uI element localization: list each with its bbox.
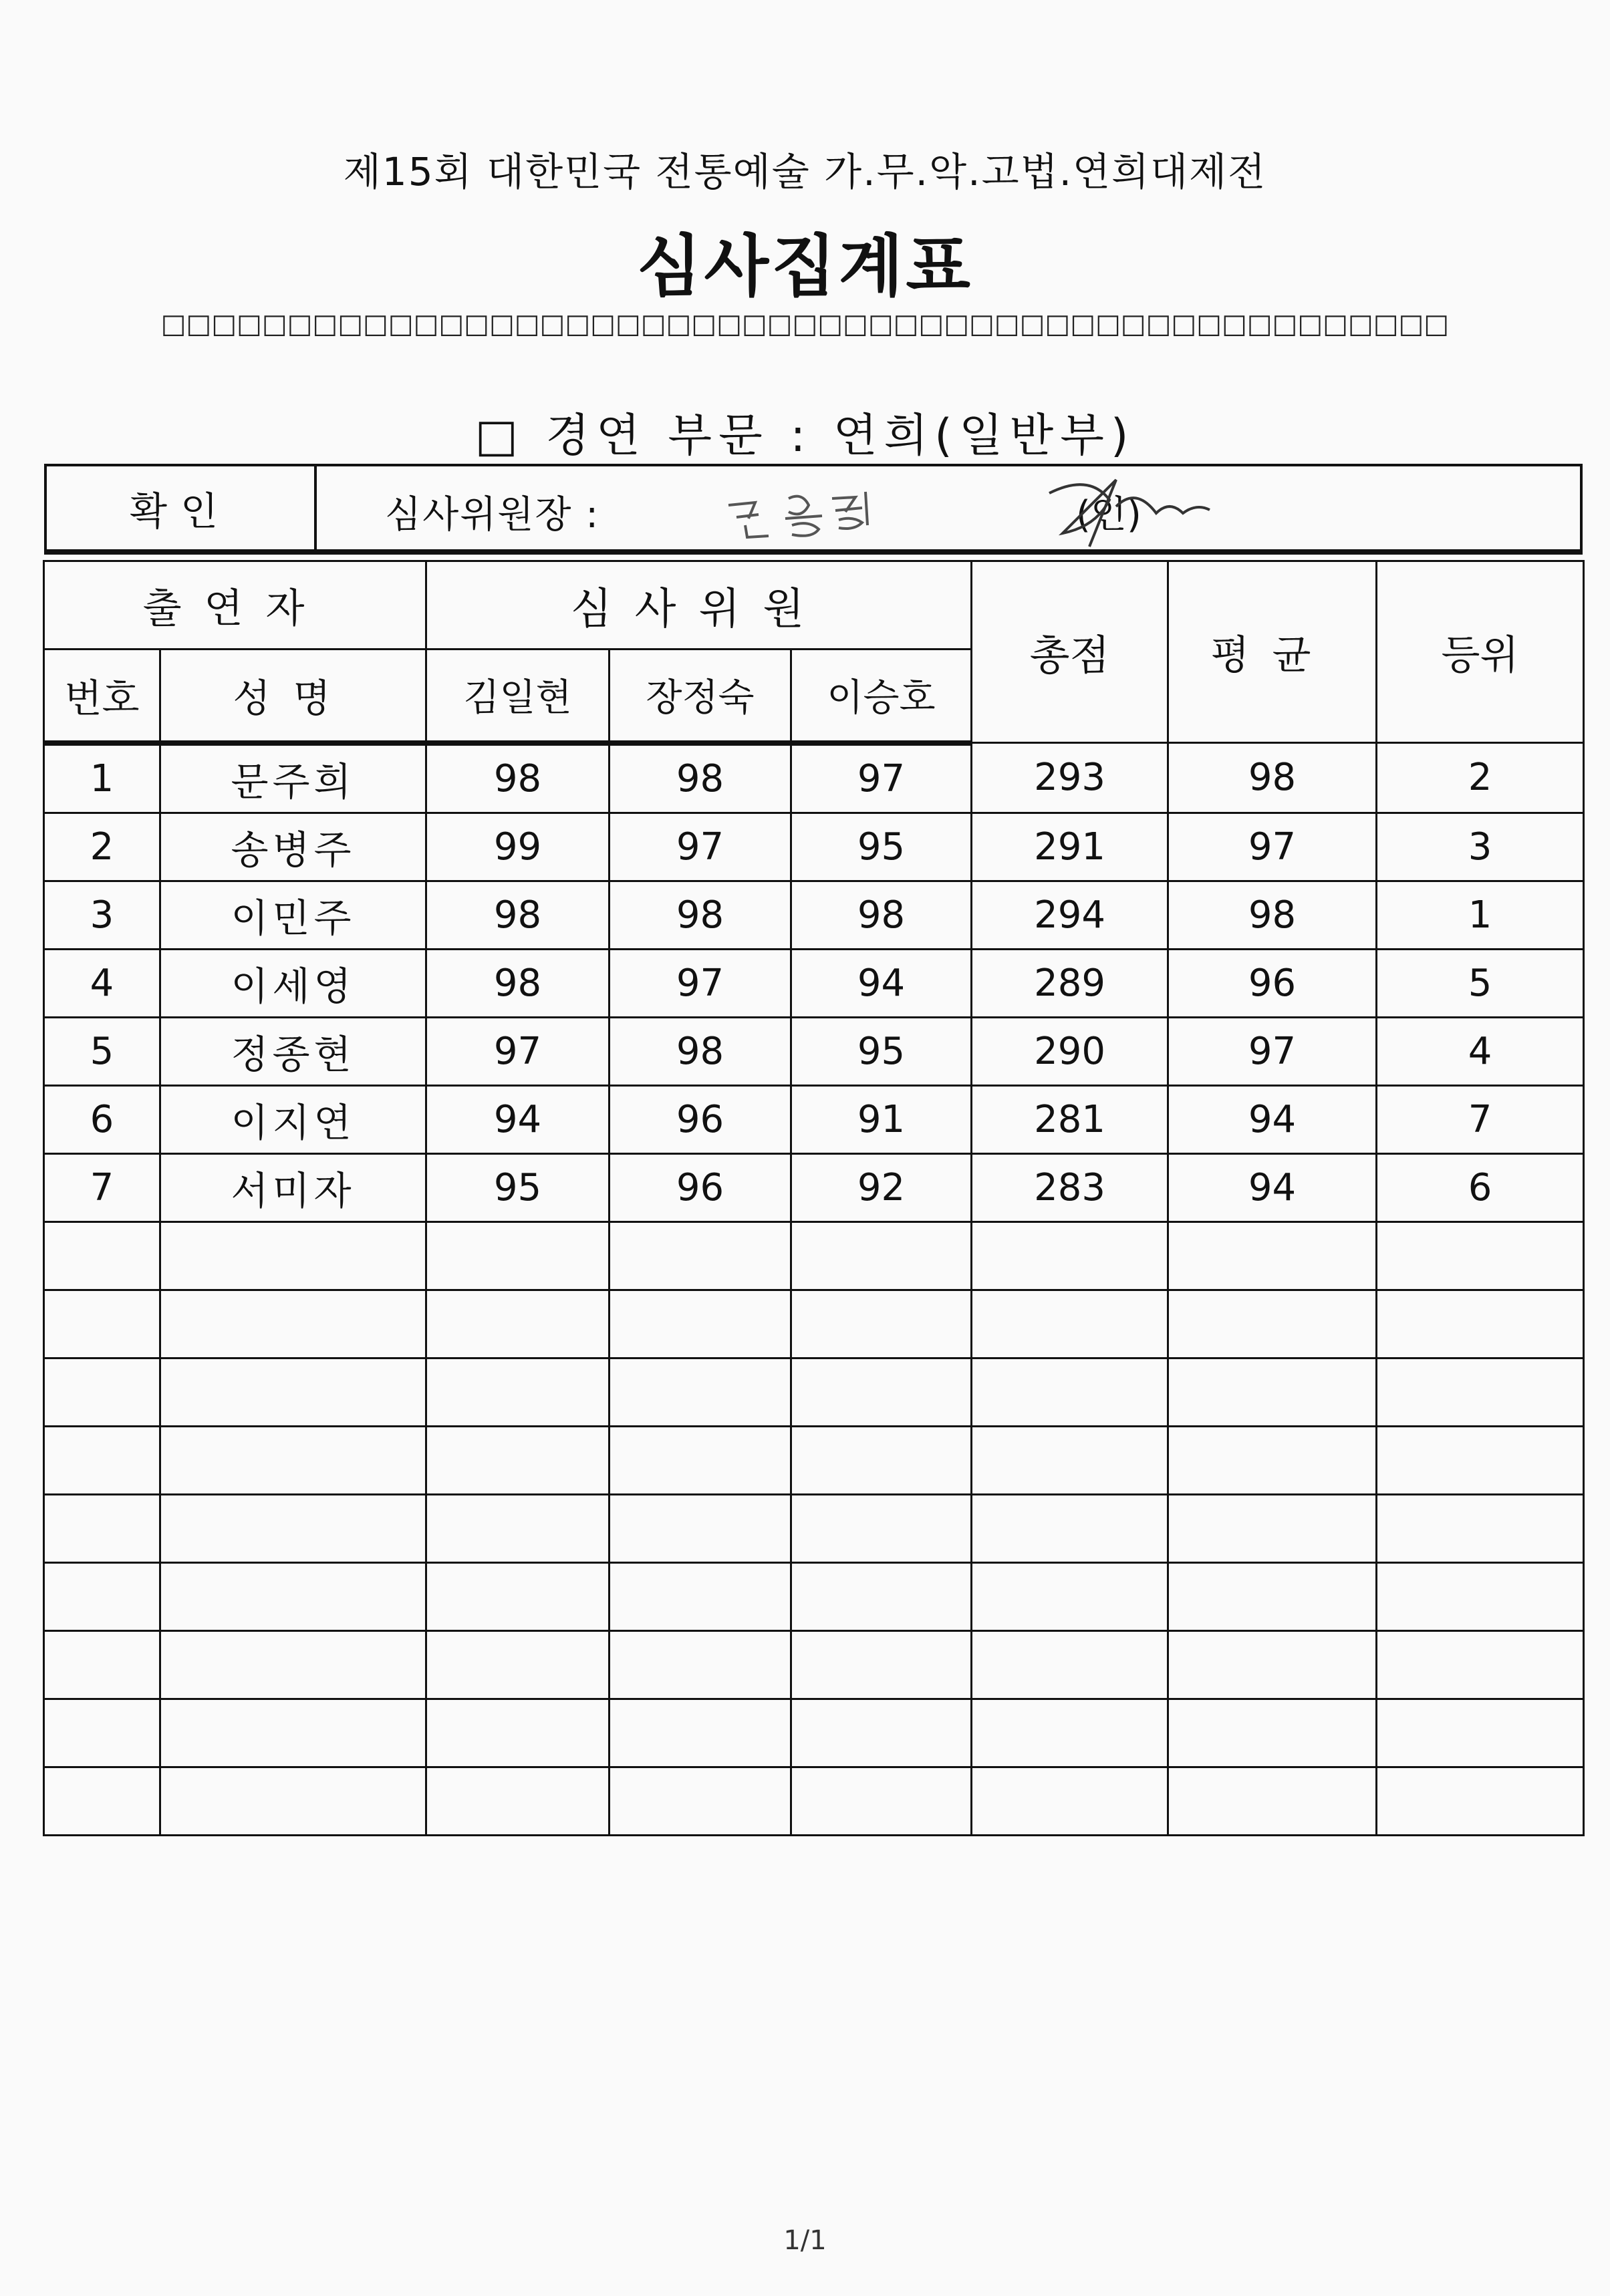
empty-cell — [1168, 1358, 1377, 1426]
judge-1-score: 94 — [426, 1085, 610, 1153]
empty-cell — [972, 1767, 1168, 1835]
empty-cell — [160, 1290, 426, 1358]
judge-1-score: 97 — [426, 1017, 610, 1085]
document-title: 심사집계표 — [637, 227, 973, 305]
empty-cell — [972, 1494, 1168, 1562]
judge-2-score: 97 — [610, 813, 791, 881]
empty-table-row — [44, 1290, 1584, 1358]
empty-cell — [160, 1426, 426, 1494]
handwritten-name-icon — [722, 478, 882, 545]
performer-name: 정종현 — [160, 1017, 426, 1085]
judge-2-header: 장정숙 — [610, 650, 791, 743]
total-score: 290 — [972, 1017, 1168, 1085]
empty-cell — [160, 1562, 426, 1630]
judge-1-score: 95 — [426, 1153, 610, 1222]
performer-name: 이민주 — [160, 881, 426, 949]
empty-cell — [44, 1767, 160, 1835]
rank: 6 — [1377, 1153, 1584, 1222]
empty-cell — [160, 1767, 426, 1835]
empty-cell — [972, 1562, 1168, 1630]
empty-cell — [791, 1699, 972, 1767]
empty-table-row — [44, 1222, 1584, 1290]
judge-2-score: 97 — [610, 949, 791, 1017]
empty-cell — [160, 1699, 426, 1767]
empty-cell — [972, 1630, 1168, 1699]
average-score: 96 — [1168, 949, 1377, 1017]
average-score: 97 — [1168, 1017, 1377, 1085]
total-score: 294 — [972, 881, 1168, 949]
empty-cell — [1168, 1630, 1377, 1699]
empty-cell — [426, 1222, 610, 1290]
empty-cell — [1168, 1562, 1377, 1630]
table-row — [44, 743, 1584, 813]
empty-cell — [1168, 1222, 1377, 1290]
empty-cell — [44, 1358, 160, 1426]
judge-3-score: 95 — [791, 813, 972, 881]
empty-cell — [44, 1562, 160, 1630]
empty-table-row — [44, 1767, 1584, 1835]
judge-3-score: 94 — [791, 949, 972, 1017]
empty-cell — [1168, 1494, 1377, 1562]
empty-cell — [426, 1699, 610, 1767]
table-row — [44, 1017, 1584, 1085]
empty-cell — [972, 1358, 1168, 1426]
average-score: 97 — [1168, 813, 1377, 881]
table-row — [44, 949, 1584, 1017]
table-row — [44, 1153, 1584, 1222]
judge-1-header: 김일현 — [426, 650, 610, 743]
empty-cell — [426, 1426, 610, 1494]
empty-cell — [972, 1222, 1168, 1290]
empty-cell — [610, 1358, 791, 1426]
table-row — [44, 1085, 1584, 1153]
empty-cell — [426, 1562, 610, 1630]
rank: 2 — [1377, 743, 1584, 813]
total-score: 293 — [972, 743, 1168, 813]
row-number: 5 — [44, 1017, 160, 1085]
empty-cell — [1377, 1222, 1584, 1290]
empty-cell — [972, 1426, 1168, 1494]
empty-cell — [610, 1767, 791, 1835]
chief-judge-label: 심사위원장 : — [385, 493, 600, 537]
rank: 1 — [1377, 881, 1584, 949]
empty-cell — [1377, 1290, 1584, 1358]
empty-cell — [610, 1222, 791, 1290]
judges-group-header: 심사위원 — [426, 561, 972, 650]
row-number: 3 — [44, 881, 160, 949]
judge-1-score: 98 — [426, 881, 610, 949]
empty-cell — [610, 1426, 791, 1494]
judge-3-score: 97 — [791, 743, 972, 813]
empty-cell — [791, 1494, 972, 1562]
average-score: 98 — [1168, 743, 1377, 813]
row-number: 6 — [44, 1085, 160, 1153]
empty-cell — [972, 1699, 1168, 1767]
empty-cell — [426, 1767, 610, 1835]
judge-3-header: 이승호 — [791, 650, 972, 743]
performer-name: 서미자 — [160, 1153, 426, 1222]
seal-mark: (인) — [1076, 493, 1142, 537]
empty-cell — [791, 1426, 972, 1494]
judge-1-score: 98 — [426, 743, 610, 813]
average-score: 94 — [1168, 1153, 1377, 1222]
empty-table-row — [44, 1699, 1584, 1767]
empty-cell — [1377, 1630, 1584, 1699]
empty-cell — [44, 1630, 160, 1699]
performer-name: 문주희 — [160, 743, 426, 813]
empty-table-row — [44, 1358, 1584, 1426]
total-header: 총점 — [972, 561, 1168, 743]
empty-cell — [791, 1767, 972, 1835]
total-score: 291 — [972, 813, 1168, 881]
row-number: 1 — [44, 743, 160, 813]
empty-cell — [1377, 1562, 1584, 1630]
empty-cell — [791, 1562, 972, 1630]
confirmation-row — [44, 464, 1583, 555]
number-header: 번호 — [44, 650, 160, 743]
empty-cell — [160, 1222, 426, 1290]
page-number: 1/1 — [783, 2225, 827, 2256]
empty-cell — [160, 1358, 426, 1426]
score-table-body — [44, 743, 1584, 1836]
empty-cell — [1168, 1290, 1377, 1358]
empty-cell — [1377, 1767, 1584, 1835]
empty-cell — [426, 1290, 610, 1358]
judge-1-score: 99 — [426, 813, 610, 881]
judge-2-score: 96 — [610, 1153, 791, 1222]
empty-cell — [610, 1630, 791, 1699]
judge-2-score: 98 — [610, 881, 791, 949]
judge-3-score: 98 — [791, 881, 972, 949]
performer-name: 송병주 — [160, 813, 426, 881]
empty-table-row — [44, 1426, 1584, 1494]
empty-cell — [426, 1630, 610, 1699]
performer-name: 이세영 — [160, 949, 426, 1017]
empty-cell — [1168, 1699, 1377, 1767]
rank: 4 — [1377, 1017, 1584, 1085]
table-row — [44, 813, 1584, 881]
judge-2-score: 98 — [610, 1017, 791, 1085]
empty-cell — [44, 1426, 160, 1494]
judge-1-score: 98 — [426, 949, 610, 1017]
empty-cell — [972, 1290, 1168, 1358]
empty-cell — [44, 1494, 160, 1562]
empty-cell — [44, 1222, 160, 1290]
empty-cell — [1377, 1494, 1584, 1562]
row-number: 4 — [44, 949, 160, 1017]
empty-cell — [44, 1290, 160, 1358]
performer-group-header: 출연자 — [44, 561, 426, 650]
empty-cell — [1377, 1358, 1584, 1426]
rank-header: 등위 — [1377, 561, 1584, 743]
empty-cell — [426, 1494, 610, 1562]
empty-table-row — [44, 1630, 1584, 1699]
total-score: 283 — [972, 1153, 1168, 1222]
score-table — [43, 560, 1583, 1836]
competition-category: □ 경연 부문 : 연희(일반부) — [475, 410, 1135, 462]
table-row — [44, 881, 1584, 949]
chief-judge-signature — [722, 478, 882, 548]
row-number: 2 — [44, 813, 160, 881]
chief-judge-stroke-signature — [1036, 466, 1236, 556]
empty-cell — [426, 1358, 610, 1426]
total-score: 281 — [972, 1085, 1168, 1153]
row-number: 7 — [44, 1153, 160, 1222]
average-score: 94 — [1168, 1085, 1377, 1153]
empty-table-row — [44, 1494, 1584, 1562]
empty-cell — [160, 1494, 426, 1562]
total-score: 289 — [972, 949, 1168, 1017]
empty-cell — [1377, 1699, 1584, 1767]
empty-cell — [1377, 1426, 1584, 1494]
event-subtitle: 제15회 대한민국 전통예술 가.무.악.고법.연희대제전 — [343, 149, 1267, 194]
empty-cell — [610, 1290, 791, 1358]
judge-3-score: 95 — [791, 1017, 972, 1085]
empty-cell — [1168, 1767, 1377, 1835]
name-header: 성명 — [160, 650, 426, 743]
judge-3-score: 91 — [791, 1085, 972, 1153]
empty-cell — [791, 1630, 972, 1699]
rank: 5 — [1377, 949, 1584, 1017]
judge-2-score: 96 — [610, 1085, 791, 1153]
empty-cell — [791, 1358, 972, 1426]
empty-cell — [791, 1222, 972, 1290]
empty-cell — [610, 1494, 791, 1562]
empty-cell — [1168, 1426, 1377, 1494]
empty-cell — [610, 1562, 791, 1630]
rank: 7 — [1377, 1085, 1584, 1153]
signature-stroke-icon — [1036, 466, 1236, 553]
empty-cell — [791, 1290, 972, 1358]
rank: 3 — [1377, 813, 1584, 881]
empty-cell — [160, 1630, 426, 1699]
average-score: 98 — [1168, 881, 1377, 949]
empty-cell — [44, 1699, 160, 1767]
confirmation-label: 확인 — [47, 466, 317, 549]
judge-2-score: 98 — [610, 743, 791, 813]
judge-3-score: 92 — [791, 1153, 972, 1222]
performer-name: 이지연 — [160, 1085, 426, 1153]
average-header: 평균 — [1168, 561, 1377, 743]
placeholder-box-row: □□□□□□□□□□□□□□□□□□□□□□□□□□□□□□□□□□□□□□□□□□□□□□□□□□□ — [160, 309, 1450, 339]
empty-cell — [610, 1699, 791, 1767]
empty-table-row — [44, 1562, 1584, 1630]
